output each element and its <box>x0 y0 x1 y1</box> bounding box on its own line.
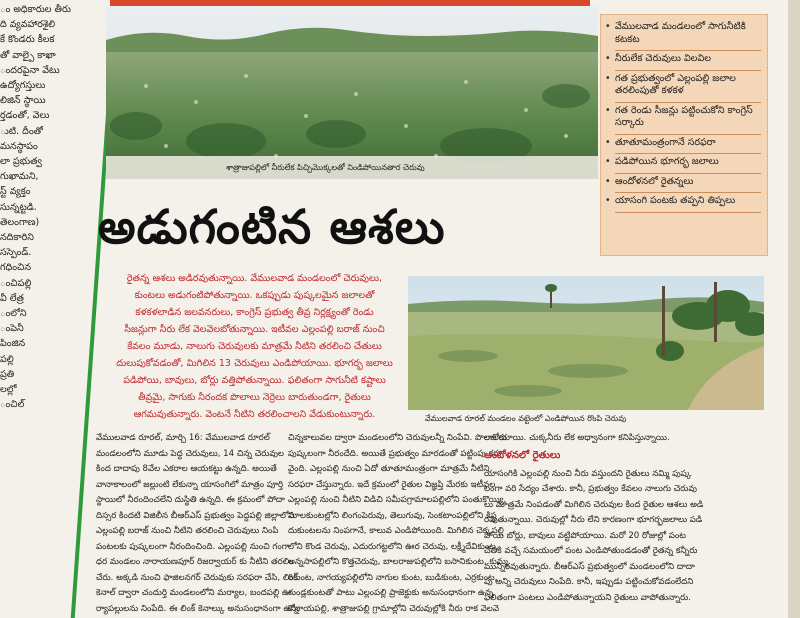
intro-paragraph <box>112 270 397 423</box>
body-line: యాసంగికి ఎల్లంపల్లి నుంచి నీరు వస్తుందని రైతులు నమ్మి పుష్క <box>484 468 692 479</box>
body-line: ఫలితంగా పంటలు ఎండిపోతున్నాయని రైతులు వాపోతున్నారు. <box>484 592 691 603</box>
left-column-line: సస్పెండ్. <box>0 247 32 259</box>
body-line: కెనాల్ ద్వారా చందుర్తి మండలంలోని మర్యాల, బందపల్లి ఊ <box>96 588 292 598</box>
body-line: వైంది. ఎల్లంపల్లి నుంచి ఏదో తూతూమంత్రంగా మాత్రమే నీటిని <box>288 464 490 474</box>
body-line: ర్యాపల్లులను నింపేది. ఈ లింక్ కెనాల్కు అనుసంధానంగా ఉన్న <box>96 603 299 614</box>
highlight-item: • యాసంగి పంటకు తప్పని తిప్పలు <box>615 193 761 213</box>
left-column-line: లిజిన్ స్థాయి <box>0 95 46 107</box>
left-column-line: తెలంగాణ) <box>0 216 40 228</box>
intro-line: కళకళలాడిన జలవనరులు, కాంగ్రెస్ ప్రభుత్వ తీవ్ర నిర్లక్ష్యంతో రెండు <box>135 307 374 318</box>
body-line: స్థాయిలో నీరందించలేని దుస్థితి ఉన్నది. ఈ క్రమంలో పోదా <box>96 495 285 505</box>
body-column-1 <box>96 431 299 617</box>
next-page-edge <box>788 0 800 618</box>
intro-line: సీజన్లుగా నీరు లేక వెలవెలబోతున్నాయి. ఇటీవల ఎల్లంపల్లి బరాజ్ నుంచి <box>124 324 385 335</box>
highlight-item: • తూతూమంత్రంగానే సరఫరా <box>615 135 761 155</box>
left-column-line: ంలోని <box>0 308 27 320</box>
left-column-line: ది వ్యవహారశైలి <box>0 19 56 31</box>
intro-line: ఆగమవుతున్నారు. వెంటనే నీటిని తరలించాలని వేడుకుంటున్నారు. <box>133 409 376 420</box>
body-line: పు అన్ని చెరువులు నింపేది. కానీ, ఇప్పుడు పట్టించుకోవడంలేదని <box>484 577 694 587</box>
body-column-2 <box>288 431 508 617</box>
highlight-item: • గత ప్రభుత్వంలో ఎల్లంపల్లి జలాల తరలింపుతో కళకళ <box>615 71 761 103</box>
body-line: గుండ్లకుంటతో పాటు ఎల్లంపల్లి ప్రాజెక్టుకు అనుసంధానంగా ఉన్న <box>288 588 494 598</box>
body-line: వేములవాడ రూరల్, మార్చి 16: వేములవాడ రూరల్ <box>96 433 270 443</box>
left-column-line: ఉద్యోగస్తులు <box>0 80 46 92</box>
intro-line: తీవ్రమై, సాగుకు నీరందక పొలాలు నెర్రెలు బారుతుండగా, రైతులు <box>138 392 371 403</box>
lake-photo-overgrown <box>106 6 598 179</box>
left-column-line: ంచిల్ <box>0 399 25 411</box>
body-line: చేరు. అక్కడి నుంచి ఫాజిలనగర్ చెరువుకు సరఫరా చేసి, లింక్ <box>96 572 298 583</box>
highlight-item: • పడిపోయిన భూగర్భ జలాలు <box>615 154 761 174</box>
left-column-line: ంపెనీ <box>0 323 24 335</box>
body-line: మాలకుంటల్లోని లింగంపెరువు, తెలుగువు, సెంకటాంపల్లిలోని కిష్ట <box>288 510 497 521</box>
left-column-line: వీ లేత్ర <box>0 292 24 304</box>
body-line: వానాకాలంలో జల్లుంటి లేకున్నా యాసంగిలో మాత్రం పూర్తి <box>96 479 284 490</box>
body-line: రవుతున్నాయి. చెరువుల్లో నీరు లేని కారణంగా భూగర్భజలాలు పడి <box>484 515 703 525</box>
left-column-line: కే కొండరు కీలక <box>0 34 55 46</box>
intro-line: రైతన్న ఆశలు అడిరవుతున్నాయి. వేములవాడ మండలంలో చెరువులు, <box>126 273 383 284</box>
body-line: కింద దాదాపు 8వేల ఎకరాల ఆయకట్టు ఉన్నది. అయితే <box>96 464 277 474</box>
left-column-line: ుటి. దీంతో <box>0 125 43 137</box>
body-line: పంటలకు పుష్కలంగా నీరందించింది. ఎల్లంపల్లి నుంచి గంగా <box>96 541 290 552</box>
left-column-line: గధించిన <box>0 262 32 274</box>
body-line: మున్నీరవుతున్నారు. బీఆర్ఎస్ ప్రభుత్వంలో మండలంలోని దాదా <box>484 561 695 572</box>
left-column-line: మనస్థాపం <box>0 140 38 152</box>
col3-first-line: లబోయాయి. చుక్కనీరు లేక అధ్వానంగా కనిపిస్తున్నాయి. <box>484 433 670 443</box>
body-line: సరఫరా చేస్తున్నారు. ఇదే క్రమంలో రైతుల విజ్ఞప్తి మేరకు ఇటీవల <box>288 479 496 490</box>
intro-line: కేవలం మూడు, నాలుగు చెరువులకు మాత్రమే నీటిని తరలించి చేతులు <box>127 341 382 352</box>
photo2-caption: వేములవాడ రూరల్ మండలం వట్టెంలో ఎండిపోయిన రొంపి చెరువు <box>425 414 627 423</box>
body-column-3 <box>484 431 774 606</box>
body-line: మండలంలోని మూడు పెద్ద చెరువులు, 14 చిన్న చెరువుల <box>96 448 285 459</box>
highlight-item: • వేములవాడ మండలంలో సాగునీటికి కటకట <box>615 19 761 51</box>
body-line: దిస్సర కిందటి విజిలీన బీఆర్ఎస్ ప్రభుత్వం పెద్దపల్లి జిల్లాలోని <box>96 510 295 521</box>
left-column-line: స్ట్ వ్యక్తం <box>0 186 31 198</box>
body-line: ధర మండలం నారాయణపూర్ రిజర్వాయర్ కు నీటిని తరలిం <box>96 557 294 567</box>
body-line: చిన్నకాలువల ద్వారా మండలంలోని చెరువులన్నీ నింపేవి. పొలాలకు <box>288 433 507 443</box>
body-line: ఎల్లంపల్లి నుంచి నీటిని విడిచి సమీపగ్రామాలపల్లిలోని పంతుకొయ్యి, <box>288 495 507 505</box>
intro-line: పడిపోయి, బావులు, బోర్లు వత్తిపోతున్నాయి. ఫలితంగా సాగునీటి కష్టాలు <box>123 375 386 386</box>
body-line: చేతికి వచ్చే సమయంలో పంట ఎండిపోతుండడంతో రైతన్న కన్నీరు <box>484 546 698 556</box>
body-line: పోయి బోర్లు, బావులు వట్టిపోయాయి. మరో 20 రోజుల్లో పంట <box>484 530 686 541</box>
left-column-line: ందరపైనా వేటు <box>0 64 60 76</box>
body-line: ఎల్లంపల్లి బరాజ్ నుంచి నీటిని తరలించి చెరువులు నింపి <box>96 526 279 536</box>
left-column-line: ం అధికారుల తీరు <box>0 4 71 15</box>
body-line: అన్నసాపల్లిలోని కొత్తచెరువు, బాలరాజుపల్లిలోని బసానికుంట, కుమ్మ <box>288 557 508 567</box>
left-column-line: నదికారిని <box>0 232 34 244</box>
left-column-line: ంచిపల్లి <box>0 277 32 289</box>
body-line: రికుంట, నాగయ్యపల్లిలోని నాగుల కుంట, బుడికుంట, ఎర్రకుంట, <box>288 572 498 583</box>
dry-lake-photo <box>408 276 764 410</box>
highlights-box <box>600 14 768 256</box>
intro-line: కుంటలు అడుగంటిపోతున్నాయి. ఒకప్పుడు పుష్కలమైన జలాలతో <box>134 290 375 301</box>
body-line: లోని కొండ చెరువు, ఎదురుగట్టలోని ఊర చెరువు, లక్ష్మీదేవికుంట, <box>288 541 499 552</box>
left-column-line: ర్తడంతో, వెలు <box>0 110 50 122</box>
left-column-line: సున్నట్టడి. <box>0 201 37 213</box>
left-column-line: గుఖామని, <box>0 171 39 183</box>
col3-subheading: ఆందోళనలో రైతులు <box>484 449 561 461</box>
intro-line: దులుపుకోవడంతో, మిగిలిన 13 చెరువులు ఎండిపోయాయి. భూగర్భ జలాలు <box>116 358 393 369</box>
highlight-item: • నీరులేక చెరువులు విలవిల <box>615 51 761 71</box>
left-column-line: పల్లి <box>0 353 14 365</box>
left-column-line: లా ప్రభుత్వ <box>0 156 42 168</box>
left-column-line: తో వాల్పై కాఖా <box>0 49 56 61</box>
left-column-line: ప్రతి <box>0 368 15 380</box>
body-line: లు మాత్రమే నింపడంతో మిగిలిన చెరువుల కింద రైతుల ఆశలు అడి <box>484 499 704 510</box>
left-column-line: పింజిన <box>0 338 26 350</box>
left-column-line: లల్లో <box>0 384 17 396</box>
photo1-caption: శాత్రాజుపల్లిలో నీరులేక పిచ్చిమొక్కలతో నిండిపోయినతార చెరువు <box>226 163 425 172</box>
body-line: కోనాయపల్లి, శాత్రాజుపల్లి గ్రామాల్లోని చెరువుల్లోకి నీరు రాక వెలవె <box>288 603 499 614</box>
highlight-item: • గత రెండు సీజన్లు పట్టించుకోని కాంగ్రెస్ సర్కారు <box>615 103 761 135</box>
highlight-item: • ఆందోళనలో రైతన్నలు <box>615 174 761 194</box>
body-line: పుష్కలంగా నీరందేది. అయితే ప్రభుత్వం మారడంతో పట్టింపు కరు <box>288 448 502 459</box>
highlights-list <box>601 15 767 213</box>
body-line: దుకుంటలను నింపగానే, కాలువ ఎండిపోయింది. మిగిలిన చెక్కపల్లి <box>288 526 504 536</box>
body-line: లంగా వరి సేద్యం చేశారు. కానీ, ప్రభుత్వం కేవలం నాలుగు చెరువు <box>484 484 697 494</box>
headline: అడుగంటిన ఆశలు <box>98 200 446 255</box>
